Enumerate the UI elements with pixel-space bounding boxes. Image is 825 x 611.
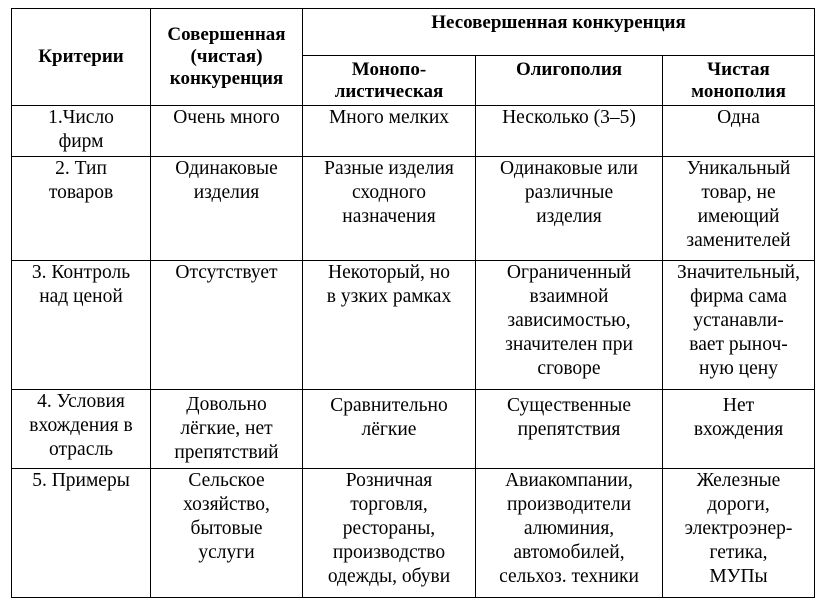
header-oligopoly: Олигополия: [476, 56, 663, 106]
cell-perfect: Очень много: [151, 106, 303, 156]
cell-oligopoly: Существенные препятствия: [476, 389, 663, 468]
cell-perfect: Сельское хозяйство, бытовые услуги: [151, 469, 303, 598]
cell-monopolistic: Сравнительно лёгкие: [303, 389, 476, 468]
table-row: [12, 389, 815, 468]
cell-oligopoly: Ограниченный взаимной зависимостью, значителен при сговоре: [476, 261, 663, 390]
header-perfect-competition: Совершенная (чистая) конкуренция: [151, 9, 303, 106]
table-row: [12, 156, 815, 261]
competition-table: [11, 8, 815, 598]
header-row-1: [12, 9, 815, 56]
cell-criterion: 3. Контроль над ценой: [12, 261, 151, 390]
cell-monopoly: Одна: [663, 106, 815, 156]
table-row: [12, 469, 815, 598]
table-row: [12, 106, 815, 156]
cell-oligopoly: Несколько (3–5): [476, 106, 663, 156]
cell-perfect: Одинаковые изделия: [151, 156, 303, 261]
cell-monopoly: Нет вхождения: [663, 389, 815, 468]
cell-criterion: 5. Примеры: [12, 469, 151, 598]
cell-oligopoly: Одинаковые или различные изделия: [476, 156, 663, 261]
cell-monopoly: Значительный, фирма сама устанавли- вает рыноч- ную цену: [663, 261, 815, 390]
header-imperfect-competition: Несовершенная конкуренция: [303, 9, 815, 56]
cell-perfect: Довольно лёгкие, нет препятствий: [151, 389, 303, 468]
header-criteria: Критерии: [12, 9, 151, 106]
cell-monopolistic: Некоторый, но в узких рамках: [303, 261, 476, 390]
cell-oligopoly: Авиакомпании, производители алюминия, автомобилей, сельхоз. техники: [476, 469, 663, 598]
cell-monopoly: Уникальный товар, не имеющий заменителей: [663, 156, 815, 261]
cell-criterion: 4. Условия вхождения в отрасль: [12, 389, 151, 468]
cell-monopolistic: Разные изделия сходного назначения: [303, 156, 476, 261]
table-row: [12, 261, 815, 390]
cell-criterion: 2. Тип товаров: [12, 156, 151, 261]
cell-monopolistic: Розничная торговля, рестораны, производство одежды, обуви: [303, 469, 476, 598]
cell-perfect: Отсутствует: [151, 261, 303, 390]
cell-criterion: 1.Число фирм: [12, 106, 151, 156]
header-monopolistic: Монопо- листическая: [303, 56, 476, 106]
header-pure-monopoly: Чистая монополия: [663, 56, 815, 106]
cell-monopoly: Железные дороги, электроэнер- гетика, МУПы: [663, 469, 815, 598]
cell-monopolistic: Много мелких: [303, 106, 476, 156]
